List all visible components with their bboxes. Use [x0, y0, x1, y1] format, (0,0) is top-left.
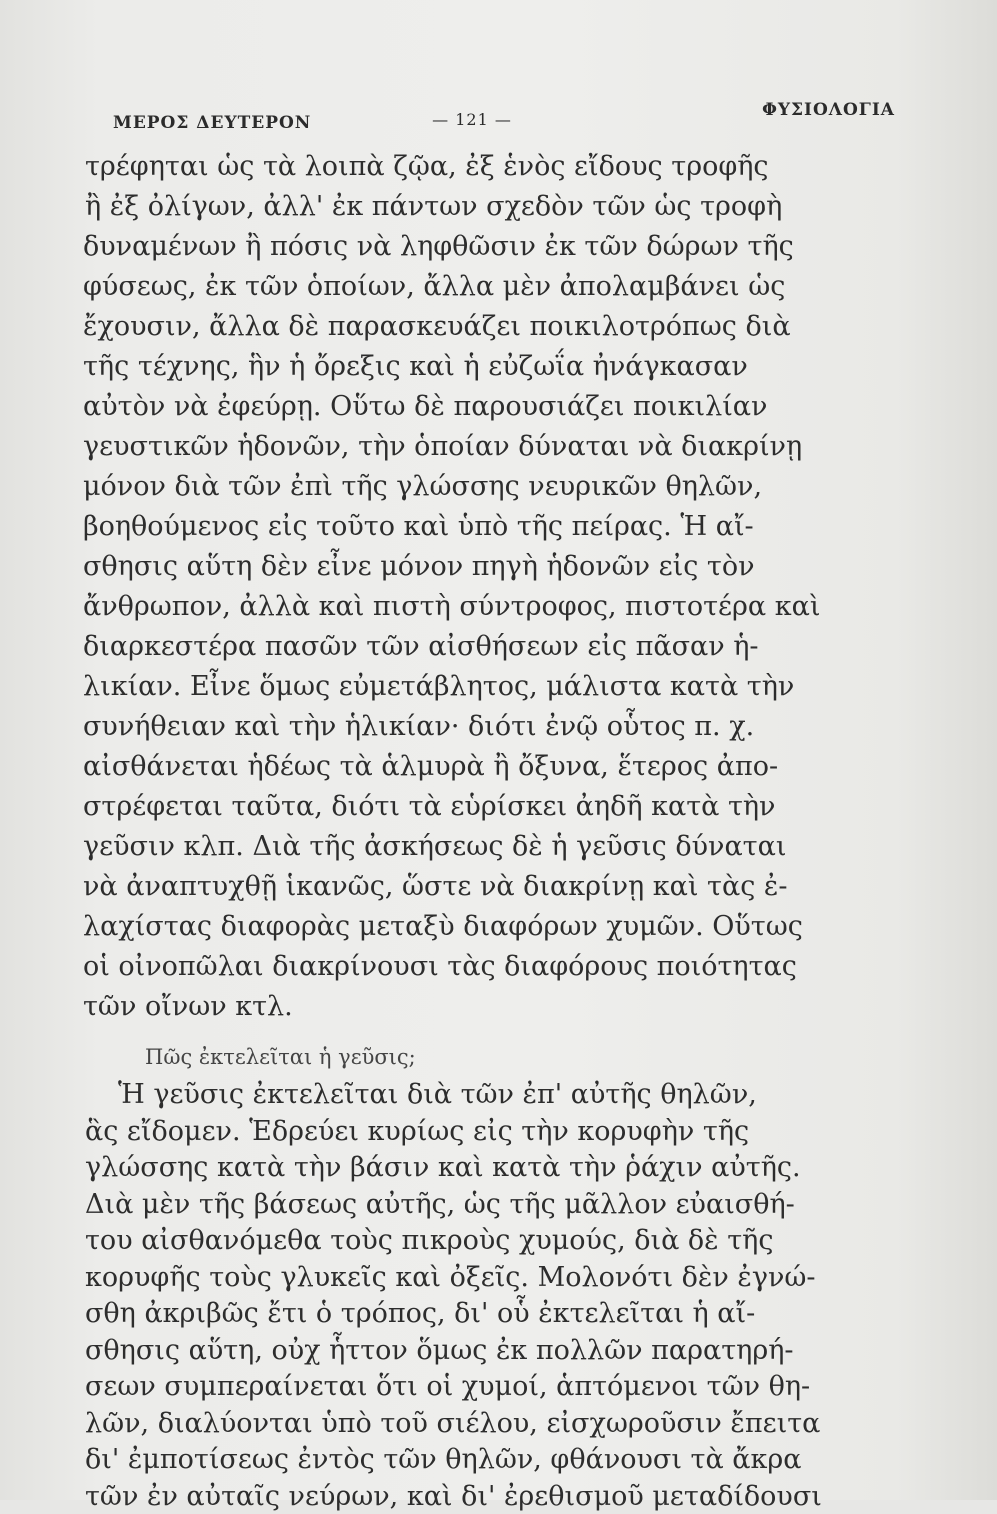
header-part-title: ΜΕΡΟΣ ΔΕΥΤΕΡΟΝ	[113, 113, 312, 133]
page-header	[0, 100, 997, 140]
book-page: ΜΕΡΟΣ ΔΕΥΤΕΡΟΝ — 121 — ΦΥΣΙΟΛΟΓΙΑ τρέφηται ὡς τὰ λοιπὰ ζῷα, ἐξ ἑνὸς εἴδους τροφῆς ἢ ἐξ ὀλίγων, ἀλλ' ἐκ πάντων σχεδὸν τῶν ὡς τροφὴ δυναμένων ἢ πόσις νὰ ληφθῶσιν ἐκ τῶν δώρων τῆς φύσεως, ἐκ τῶν ὁποίων, ἄλλα μὲν ἀπολαμβάνει ὡς ἔχουσιν, ἄλλα δὲ παρασκευάζει ποικιλοτρόπως διὰ τῆς τέχνης, ἣν ἡ ὄρεξις καὶ ἡ εὐζωΐα ἠνάγκασαν αὐτὸν νὰ ἐφεύρῃ. Οὕτω δὲ παρουσιάζει ποικιλίαν γευστικῶν ἡδονῶν, τὴν ὁποίαν δύναται νὰ διακρίνῃ μόνον διὰ τῶν ἐπὶ τῆς γλώσσης νευρικῶν θηλῶν, βοηθούμενος εἰς τοῦτο καὶ ὑπὸ τῆς πείρας. Ἡ αἴ- σθησις αὕτη δὲν εἶνε μόνον πηγὴ ἡδονῶν εἰς τὸν ἄνθρωπον, ἀλλὰ καὶ πιστὴ σύντροφος, πιστοτέρα καὶ διαρκεστέρα πασῶν τῶν αἰσθήσεων εἰς πᾶσαν ἡ- λικίαν. Εἶνε ὅμως εὐμετάβλητος, μάλιστα κατὰ τὴν συνήθειαν καὶ τὴν ἡλικίαν· διότι ἐνῷ οὗτος π. χ. αἰσθάνεται ἡδέως τὰ ἁλμυρὰ ἢ ὄξυνα, ἕτερος ἀπο- στρέφεται ταῦτα, διότι τὰ εὑρίσκει ἀηδῆ κατὰ τὴν γεῦσιν κλπ. Διὰ τῆς ἀσκήσεως δὲ ἡ γεῦσις δύναται νὰ ἀναπτυχθῇ ἱκανῶς, ὥστε νὰ διακρίνῃ καὶ τὰς ἐ- λαχίστας διαφορὰς μεταξὺ διαφόρων χυμῶν. Οὕτως οἱ οἰνοπῶλαι διακρίνουσι τὰς διαφόρους ποιότητας τῶν οἴνων κτλ. Πῶς ἐκτελεῖται ἡ γεῦσις; Ἡ γεῦσις ἐκτελεῖται διὰ τῶν ἐπ' αὐτῆς θηλῶν, ἃς εἴδομεν. Ἑδρεύει κυρίως εἰς τὴν κορυφὴν τῆς γλώσσης κατὰ τὴν βάσιν καὶ κατὰ τὴν ῥάχιν αὐτῆς. Διὰ μὲν τῆς βάσεως αὐτῆς, ὡς τῆς μᾶλλον εὐαισθή- του αἰσθανόμεθα τοὺς πικροὺς χυμούς, διὰ δὲ τῆς κορυφῆς τοὺς γλυκεῖς καὶ ὀξεῖς. Μολονότι δὲν ἐγνώ- σθη ἀκριβῶς ἔτι ὁ τρόπος, δι' οὗ ἐκτελεῖται ἡ αἴ- σθησις αὕτη, οὐχ ἧττον ὅμως ἐκ πολλῶν παρατηρή- σεων συμπεραίνεται ὅτι οἱ χυμοί, ἁπτόμενοι τῶν θη- λῶν, διαλύονται ὑπὸ τοῦ σιέλου, εἰσχωροῦσιν ἔπειτα δι' ἐμποτίσεως ἐντὸς τῶν θηλῶν, φθάνουσι τὰ ἄκρα τῶν ἐν αὐταῖς νεύρων, καὶ δι' ἐρεθισμοῦ μεταδίδουσι	[0, 0, 997, 1500]
header-section-title: ΦΥΣΙΟΛΟΓΙΑ	[762, 100, 895, 120]
page-number: — 121 —	[432, 110, 512, 129]
